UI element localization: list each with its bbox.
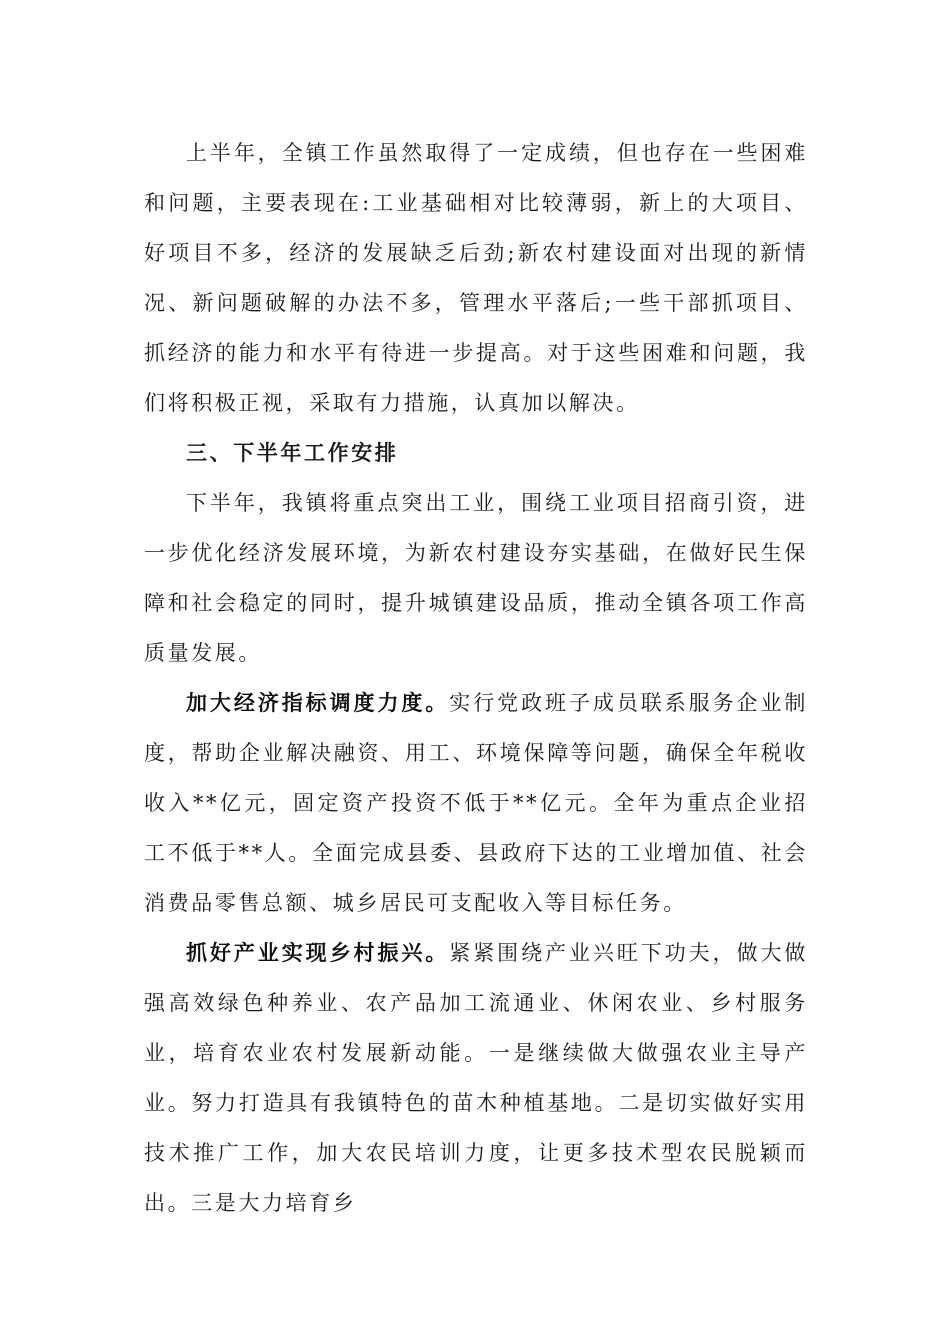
paragraph-body-rural-revitalization: 紧紧围绕产业兴旺下功夫，做大做强高效绿色种养业、农产品加工流通业、休闲农业、乡村服务业，培育农业农村发展新动能。一是继续做大做强农业主导产业。努力打造具有我镇特色的苗木种植基地。二是切实做好实用技术推广工作，加大农民培训力度，让更多技术型农民脱颖而出。三是大力培育乡 <box>144 941 808 1215</box>
paragraph-body-economic-indicators: 实行党政班子成员联系服务企业制度，帮助企业解决融资、用工、环境保障等问题，确保全年税收收入**亿元，固定资产投资不低于**亿元。全年为重点企业招工不低于**人。全面完成县委、县政府下达的工业增加值、社会消费品零售总额、城乡居民可支配收入等目标任务。 <box>144 691 808 915</box>
paragraph-second-half-overview: 下半年，我镇将重点突出工业，围绕工业项目招商引资，进一步优化经济发展环境，为新农村建设夯实基础，在做好民生保障和社会稳定的同时，提升城镇建设品质，推动全镇各项工作高质量发展。 <box>144 491 808 665</box>
paragraph-difficulties: 上半年，全镇工作虽然取得了一定成绩，但也存在一些困难和问题，主要表现在:工业基础相对比较薄弱，新上的大项目、好项目不多，经济的发展缺乏后劲;新农村建设面对出现的新情况、新问题破解的办法不多，管理水平落后;一些干部抓项目、抓经济的能力和水平有待进一步提高。对于这些困难和问题，我们将积极正视，采取有力措施，认真加以解决。 <box>144 141 808 415</box>
paragraph-rural-revitalization <box>144 928 808 1228</box>
paragraph-lead-rural-revitalization: 抓好产业实现乡村振兴。 <box>186 940 450 965</box>
paragraph-economic-indicators <box>144 678 808 928</box>
paragraph-lead-economic-indicators: 加大经济指标调度力度。 <box>186 690 450 715</box>
section-heading-second-half-plan: 三、下半年工作安排 <box>186 440 399 465</box>
document-body <box>144 128 808 1228</box>
